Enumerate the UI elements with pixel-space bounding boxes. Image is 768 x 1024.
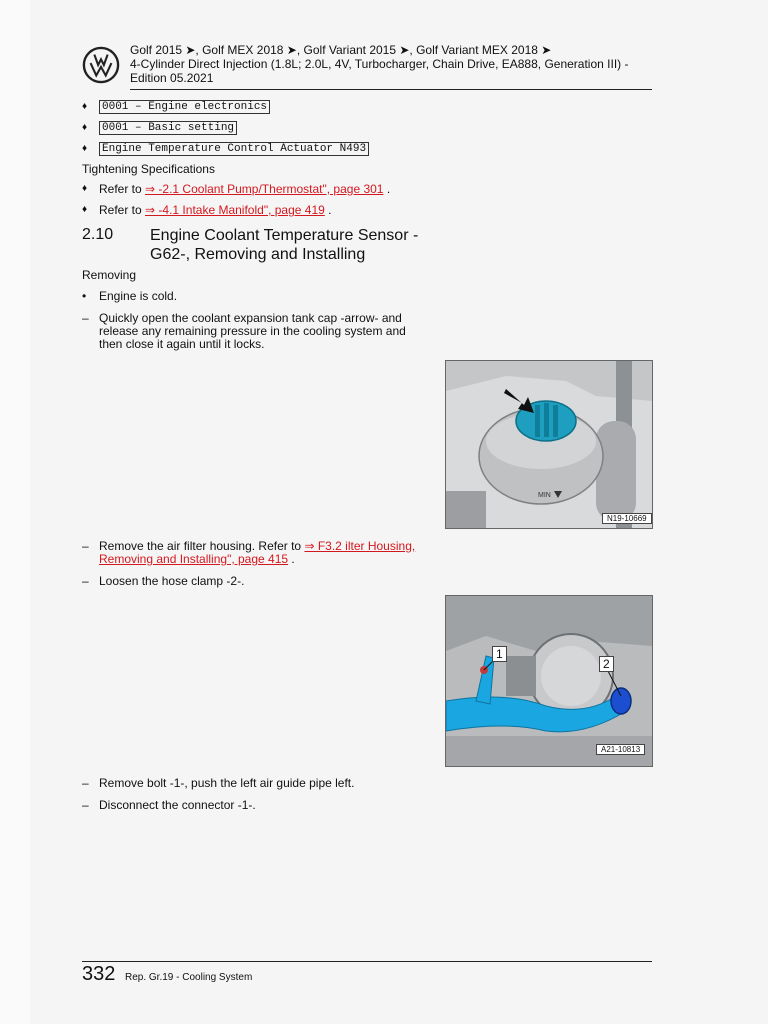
coolant-tank-illustration bbox=[446, 361, 652, 528]
header-line-1: Golf 2015 ➤, Golf MEX 2018 ➤, Golf Variant 2015 ➤, Golf Variant MEX 2018 ➤ bbox=[130, 43, 552, 57]
step-text: Loosen the hose clamp -2-. bbox=[99, 574, 245, 588]
air-filter-link[interactable]: ⇒ F3.2 ilter Housing, Removing and Installing", page 415 bbox=[99, 539, 416, 566]
prerequisite-item bbox=[82, 290, 419, 303]
diamond-bullet-icon: ♦ bbox=[82, 101, 88, 112]
reference-link-n493[interactable]: Engine Temperature Control Actuator N493 bbox=[99, 142, 369, 156]
diamond-bullet-icon: ♦ bbox=[82, 183, 88, 194]
intake-manifold-link[interactable]: ⇒ -4.1 Intake Manifold", page 419 bbox=[145, 203, 325, 217]
step-item bbox=[82, 799, 419, 812]
figure-code: A21-10813 bbox=[596, 744, 645, 755]
period: . bbox=[324, 203, 332, 217]
step-text-prefix: Remove the air filter housing. Refer to bbox=[99, 539, 305, 553]
step-text: Quickly open the coolant expansion tank cap -arrow- and release any remaining pressure in the cooling system and then close it again until it locks. bbox=[99, 311, 406, 351]
vw-logo-icon bbox=[82, 46, 120, 84]
figure-code: N19-10669 bbox=[602, 513, 652, 524]
bullet-marker: • bbox=[82, 289, 87, 303]
step-item bbox=[82, 540, 419, 566]
diamond-bullet-icon: ♦ bbox=[82, 204, 88, 215]
header-line-2: 4-Cylinder Direct Injection (1.8L; 2.0L, 4V, Turbocharger, Chain Drive, EA888, Generation III) - bbox=[130, 57, 629, 71]
dash-marker: – bbox=[82, 798, 89, 812]
header-divider bbox=[130, 89, 652, 90]
page-number: 332 bbox=[82, 963, 116, 985]
callout-2: 2 bbox=[599, 656, 614, 672]
footer-text: Rep. Gr.19 - Cooling System bbox=[125, 972, 253, 983]
air-guide-pipe-illustration bbox=[446, 596, 652, 766]
section-number: 2.10 bbox=[82, 226, 114, 243]
reference-link-engine-electronics[interactable]: 0001 – Engine electronics bbox=[99, 100, 270, 114]
dash-marker: – bbox=[82, 311, 89, 325]
document-header bbox=[130, 43, 640, 85]
dash-marker: – bbox=[82, 539, 89, 553]
period: . bbox=[383, 182, 391, 196]
refer-label: Refer to bbox=[99, 203, 146, 217]
step-item bbox=[82, 777, 419, 790]
section-title: Engine Coolant Temperature Sensor - G62-, Removing and Installing bbox=[150, 227, 419, 263]
reference-item bbox=[82, 121, 237, 135]
prerequisite-text: Engine is cold. bbox=[99, 289, 178, 303]
left-margin bbox=[0, 0, 30, 1024]
tightening-item bbox=[82, 182, 390, 196]
reference-item bbox=[82, 100, 270, 114]
removing-heading: Removing bbox=[82, 268, 137, 282]
dash-marker: – bbox=[82, 574, 89, 588]
step-item bbox=[82, 575, 419, 588]
period: . bbox=[288, 552, 295, 566]
callout-1: 1 bbox=[492, 646, 507, 662]
reference-item bbox=[82, 142, 369, 156]
tightening-heading: Tightening Specifications bbox=[82, 162, 215, 176]
step-text: Disconnect the connector -1-. bbox=[99, 798, 256, 812]
step-text: Remove bolt -1-, push the left air guide pipe left. bbox=[99, 776, 355, 790]
tightening-item bbox=[82, 203, 331, 217]
diamond-bullet-icon: ♦ bbox=[82, 122, 88, 133]
coolant-tank-figure bbox=[445, 360, 653, 529]
refer-label: Refer to bbox=[99, 182, 146, 196]
svg-text:MIN: MIN bbox=[538, 492, 551, 499]
step-item bbox=[82, 312, 409, 351]
header-line-3: Edition 05.2021 bbox=[130, 71, 214, 85]
dash-marker: – bbox=[82, 776, 89, 790]
coolant-pump-link[interactable]: ⇒ -2.1 Coolant Pump/Thermostat", page 301 bbox=[145, 182, 384, 196]
hose-clamp-figure bbox=[445, 595, 653, 767]
step-text bbox=[99, 540, 419, 566]
reference-link-basic-setting[interactable]: 0001 – Basic setting bbox=[99, 121, 237, 135]
diamond-bullet-icon: ♦ bbox=[82, 143, 88, 154]
footer-divider bbox=[82, 961, 652, 962]
